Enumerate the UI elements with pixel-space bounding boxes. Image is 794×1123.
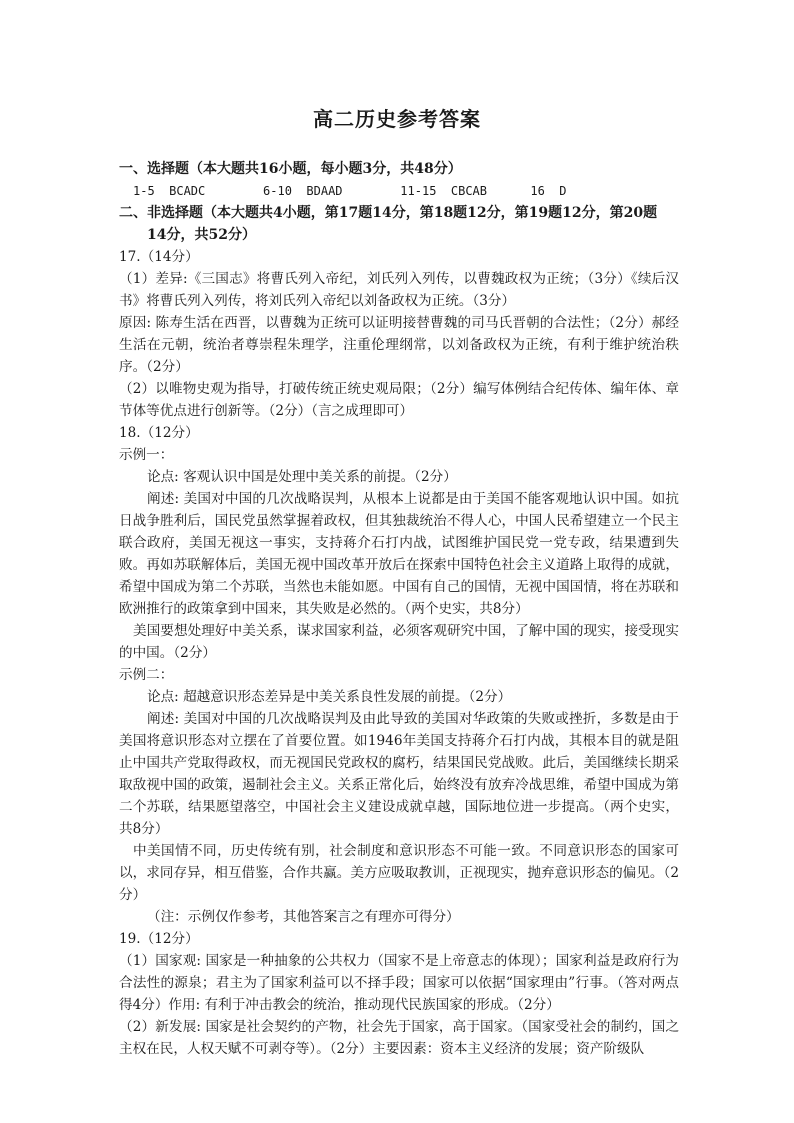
page-title: 高二历史参考答案 bbox=[313, 107, 481, 131]
q17-part1: （1）差异:《三国志》将曹氏列入帝纪，刘氏列入列传，以曹魏政权为正统；（3分）《续后汉书》将曹氏列入列传，将刘氏列入帝纪以刘备政权为正统。（3分） bbox=[119, 271, 679, 309]
example2-conclusion: 中美国情不同，历史传统有别，社会制度和意识形态不可能一致。不同意识形态的国家可以，求同存异，相互借鉴，合作共赢。美方应吸取教训，正视现实，抛弃意识形态的偏见。（2分） bbox=[119, 843, 679, 903]
q19-label: 19.（12分） bbox=[119, 931, 199, 947]
example2-label: 示例二： bbox=[119, 667, 174, 683]
q19-part2: （2）新发展: 国家是社会契约的产物，社会先于国家，高于国家。（国家受社会的制约，国之主权在民，人权天赋不可剥夺等）。（2分）主要因素：资本主义经济的发展；资产阶级队 bbox=[119, 1019, 679, 1057]
answer-body bbox=[119, 158, 679, 1060]
example2-argument: 阐述: 美国对中国的几次战略误判及由此导致的美国对华政策的失败或挫折，多数是由于美国将意识形态对立摆在了首要位置。如1946年美国支持蒋介石打内战，其根本目的就是阻止中国共产党取得政权，而无视国民党政权的腐朽，结果国民党战败。此后，美国继续长期采取敌视中国的政策，遏制社会主义。关系正常化后，始终没有放弃冷战思维，希望中国成为第二个苏联，结果愿望落空，中国社会主义建设成就卓越，国际地位进一步提高。（两个史实，共8分） bbox=[119, 711, 679, 837]
section1-heading: 一、选择题（本大题共16小题，每小题3分，共48分） bbox=[119, 161, 462, 177]
example2-thesis: 论点: 超越意识形态差异是中美关系良性发展的前提。（2分） bbox=[147, 689, 512, 705]
q17-label: 17.（14分） bbox=[119, 249, 199, 265]
example1-thesis: 论点: 客观认识中国是处理中美关系的前提。（2分） bbox=[147, 469, 457, 485]
q18-note: （注：示例仅作参考，其他答案言之有理亦可得分） bbox=[147, 909, 460, 925]
q18-label: 18.（12分） bbox=[119, 425, 199, 441]
q17-part2: （2）以唯物史观为指导，打破传统正统史观局限；（2分）编写体例结合纪传体、编年体、章节体等优点进行创新等。（2分）（言之成理即可） bbox=[119, 381, 679, 419]
q19-part1: （1）国家观: 国家是一种抽象的公共权力（国家不是上帝意志的体现）；国家利益是政府行为合法性的源泉；君主为了国家利益可以不择手段；国家可以依据“国家理由”行事。（答对两点得4分）作用: 有利于冲击教会的统治，推动现代民族国家的形成。（2分） bbox=[119, 953, 679, 1013]
choice-answers: 1-5 BCADC 6-10 BDAAD 11-15 CBCAB 16 D bbox=[133, 184, 567, 198]
section2-heading: 二、非选择题（本大题共4小题，第17题14分，第18题12分，第19题12分，第20题 bbox=[119, 205, 658, 221]
example1-argument: 阐述: 美国对中国的几次战略误判，从根本上说都是由于美国不能客观地认识中国。如抗日战争胜利后，国民党虽然掌握着政权，但其独裁统治不得人心，中国人民希望建立一个民主联合政府，美国无视这一事实，支持蒋介石打内战，试图维护国民党一党专政，结果遭到失败。再如苏联解体后，美国无视中国改革开放后在探索中国特色社会主义道路上取得的成就，希望中国成为第二个苏联，当然也未能如愿。中国有自己的国情，无视中国国情，将在苏联和欧洲推行的政策拿到中国来，其失败是必然的。（两个史实，共8分） bbox=[119, 491, 679, 617]
q17-reason: 原因: 陈寿生活在西晋，以曹魏为正统可以证明接替曹魏的司马氏晋朝的合法性；（2分）郝经生活在元朝，统治者尊崇程朱理学，注重伦理纲常，以刘备政权为正统，有利于维护统治秩序。（2分） bbox=[119, 315, 679, 375]
example1-conclusion: 美国要想处理好中美关系，谋求国家利益，必须客观研究中国，了解中国的现实，接受现实的中国。（2分） bbox=[119, 623, 679, 661]
section2-heading-cont: 14分，共52分） bbox=[147, 227, 256, 243]
example1-label: 示例一： bbox=[119, 447, 174, 463]
